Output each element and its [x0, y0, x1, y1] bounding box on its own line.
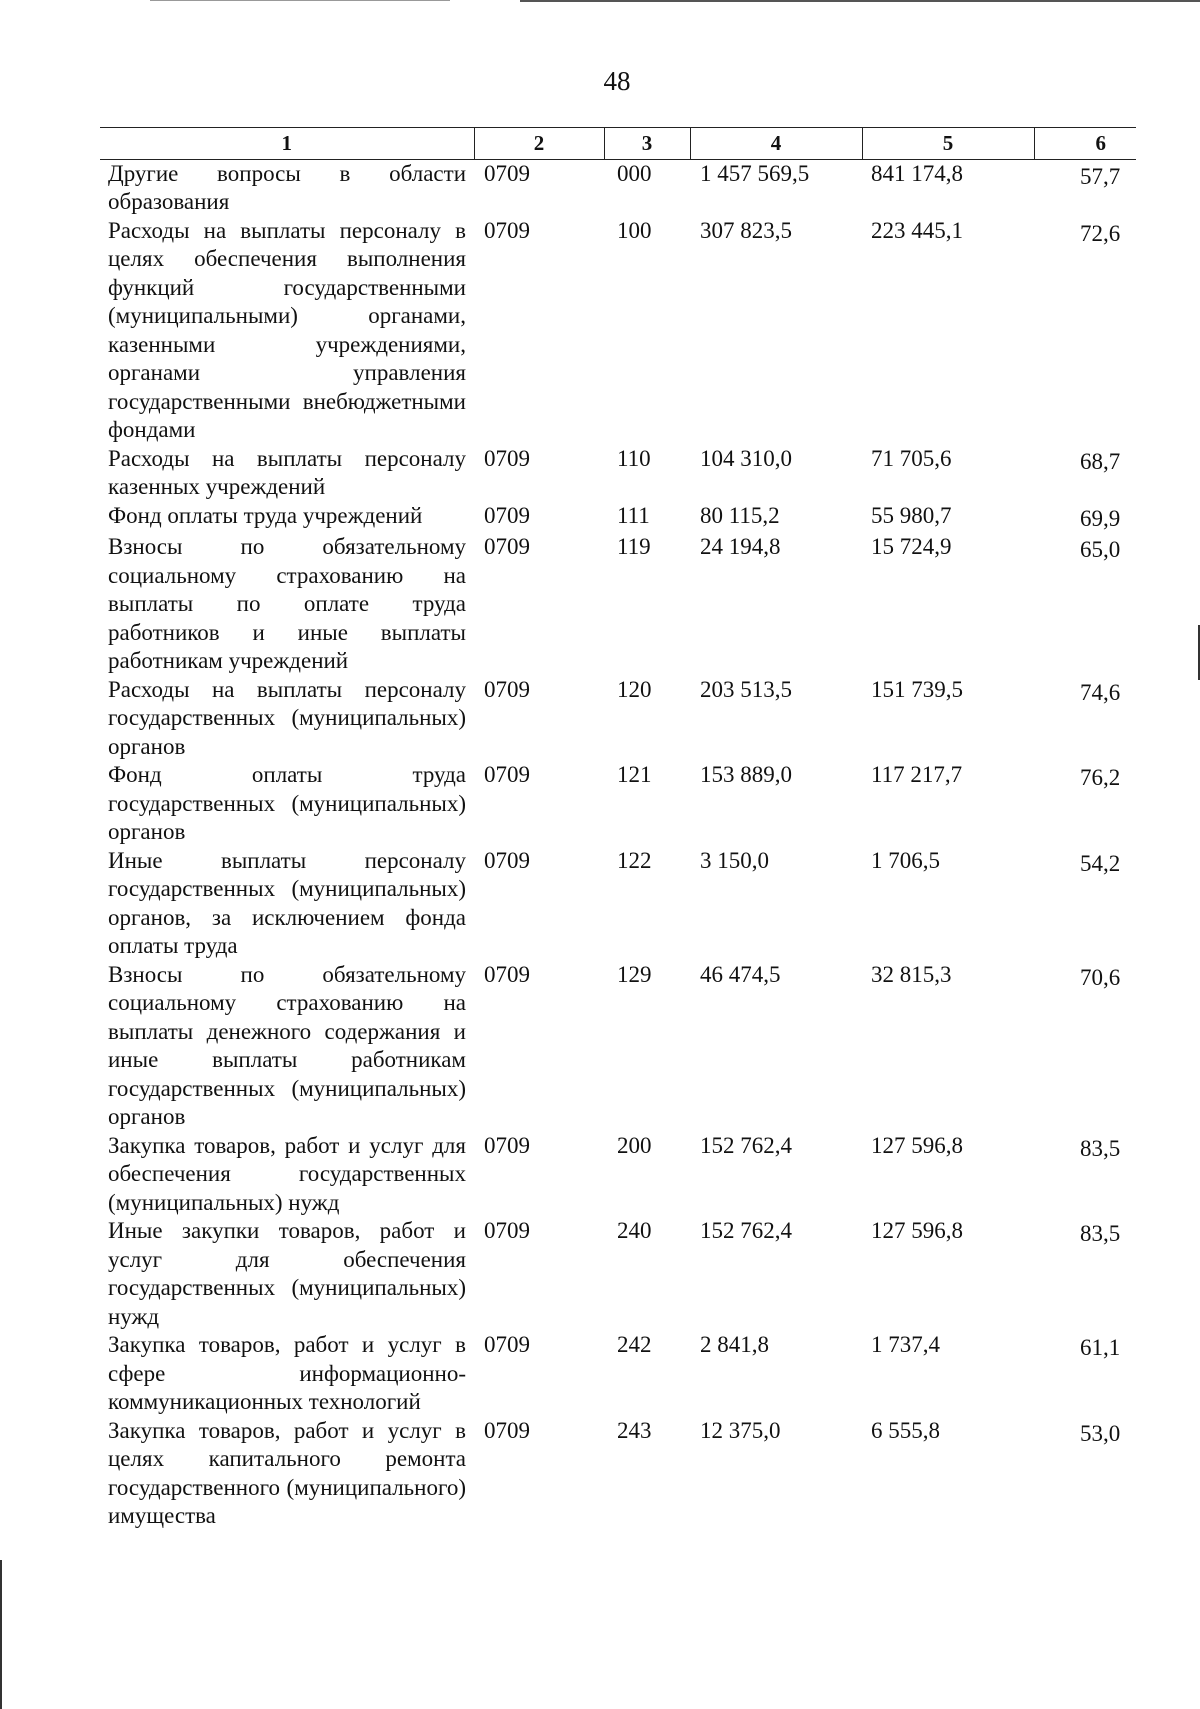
expense-type-cell: 200: [617, 1132, 652, 1158]
section-code-cell: 0709: [484, 534, 530, 559]
expense-type-cell: 119: [617, 534, 651, 559]
column-header: 2: [474, 128, 604, 160]
table-row: [100, 961, 1136, 1132]
table-row: [100, 761, 1136, 847]
executed-amount-cell: 15 724,9: [871, 534, 952, 559]
executed-amount-cell: 223 445,1: [871, 217, 963, 243]
table-row: [100, 676, 1136, 762]
expense-type-cell: 240: [617, 1218, 652, 1243]
row-name-cell: Закупка товаров, работ и услуг в сфере информационно-коммуникационных технологий: [108, 1332, 466, 1414]
expense-type-cell: 000: [617, 160, 652, 186]
plan-amount-cell: 152 762,4: [700, 1132, 792, 1158]
row-name-cell: Иные выплаты персоналу государственных (муниципальных) органов, за исключением фонда оплаты труда: [108, 847, 466, 958]
plan-amount-cell: 12 375,0: [700, 1417, 781, 1443]
section-code-cell: 0709: [484, 1417, 530, 1443]
percent-cell: 65,0: [1080, 537, 1121, 562]
row-name-cell: Иные закупки товаров, работ и услуг для обеспечения государственных (муниципальных) нужд: [108, 1218, 466, 1329]
row-name-cell: Расходы на выплаты персоналу казенных учреждений: [108, 445, 466, 499]
section-code-cell: 0709: [484, 1332, 530, 1357]
plan-amount-cell: 1 457 569,5: [700, 160, 810, 186]
executed-amount-cell: 55 980,7: [871, 502, 952, 528]
table-row: [100, 533, 1136, 676]
plan-amount-cell: 153 889,0: [700, 762, 792, 787]
section-code-cell: 0709: [484, 847, 530, 873]
column-header: 5: [862, 128, 1034, 160]
row-name-cell: Расходы на выплаты персоналу в целях обеспечения выполнения функций государственными (муниципальными) органами, казенными учреждениями, органами управления государственными внебюджетными фондами: [108, 217, 466, 442]
expense-type-cell: 120: [617, 676, 652, 702]
executed-amount-cell: 127 596,8: [871, 1218, 963, 1243]
page-number: 48: [603, 66, 631, 96]
percent-cell: 69,9: [1080, 505, 1121, 531]
percent-cell: 70,6: [1080, 964, 1121, 990]
plan-amount-cell: 46 474,5: [700, 961, 781, 987]
row-name-cell: Взносы по обязательному социальному страхованию на выплаты по оплате труда работников и иные выплаты работникам учреждений: [108, 534, 466, 673]
plan-amount-cell: 2 841,8: [700, 1332, 769, 1357]
table-body: [100, 159, 1136, 1535]
percent-cell: 76,2: [1080, 765, 1121, 790]
plan-amount-cell: 104 310,0: [700, 445, 792, 471]
section-code-cell: 0709: [484, 762, 530, 787]
expense-type-cell: 100: [617, 217, 652, 243]
plan-amount-cell: 3 150,0: [700, 847, 769, 873]
table-row: [100, 1132, 1136, 1218]
plan-amount-cell: 80 115,2: [700, 502, 780, 528]
row-name-cell: Взносы по обязательному социальному страхованию на выплаты денежного содержания и иные выплаты работникам государственных (муниципальных) органов: [108, 961, 466, 1129]
table-row: [100, 217, 1136, 445]
percent-cell: 61,1: [1080, 1335, 1121, 1360]
scan-edge-line: [520, 0, 1200, 2]
section-code-cell: 0709: [484, 445, 530, 471]
executed-amount-cell: 6 555,8: [871, 1417, 940, 1443]
scan-edge-line: [150, 0, 450, 1]
section-code-cell: 0709: [484, 217, 530, 243]
row-name-cell: Закупка товаров, работ и услуг в целях капитального ремонта государственного (муниципального) имущества: [108, 1417, 466, 1528]
executed-amount-cell: 151 739,5: [871, 676, 963, 702]
executed-amount-cell: 1 706,5: [871, 847, 940, 873]
percent-cell: 74,6: [1080, 679, 1121, 705]
scan-edge-mark: [0, 1560, 2, 1709]
section-code-cell: 0709: [484, 1218, 530, 1243]
column-header: 1: [100, 128, 474, 160]
percent-cell: 72,6: [1080, 220, 1121, 246]
column-header: 4: [690, 128, 862, 160]
executed-amount-cell: 841 174,8: [871, 160, 963, 186]
section-code-cell: 0709: [484, 961, 530, 987]
executed-amount-cell: 32 815,3: [871, 961, 952, 987]
table-row: [100, 445, 1136, 502]
executed-amount-cell: 1 737,4: [871, 1332, 940, 1357]
column-header: 3: [604, 128, 690, 160]
column-header: 6: [1034, 128, 1136, 160]
row-name-cell: Фонд оплаты труда учреждений: [108, 502, 423, 528]
header-row: [100, 128, 1136, 160]
table-row: [100, 1331, 1136, 1417]
percent-cell: 54,2: [1080, 850, 1121, 876]
percent-cell: 83,5: [1080, 1135, 1121, 1161]
plan-amount-cell: 203 513,5: [700, 676, 792, 702]
expense-type-cell: 129: [617, 961, 652, 987]
table-row: [100, 159, 1136, 217]
expense-type-cell: 122: [617, 847, 652, 873]
row-name-cell: Закупка товаров, работ и услуг для обеспечения государственных (муниципальных) нужд: [108, 1132, 466, 1215]
plan-amount-cell: 24 194,8: [700, 534, 781, 559]
table-row: [100, 847, 1136, 961]
section-code-cell: 0709: [484, 676, 530, 702]
section-code-cell: 0709: [484, 160, 530, 186]
percent-cell: 83,5: [1080, 1221, 1121, 1246]
percent-cell: 68,7: [1080, 448, 1121, 474]
row-name-cell: Расходы на выплаты персоналу государственных (муниципальных) органов: [108, 676, 466, 759]
table-row: [100, 1417, 1136, 1535]
row-name-cell: Фонд оплаты труда государственных (муниципальных) органов: [108, 762, 466, 844]
plan-amount-cell: 307 823,5: [700, 217, 792, 243]
expense-type-cell: 111: [617, 502, 650, 528]
executed-amount-cell: 117 217,7: [871, 762, 963, 787]
budget-table: [100, 127, 1136, 1535]
expense-type-cell: 243: [617, 1417, 652, 1443]
section-code-cell: 0709: [484, 1132, 530, 1158]
percent-cell: 57,7: [1080, 163, 1121, 189]
table-row: [100, 1217, 1136, 1331]
plan-amount-cell: 152 762,4: [700, 1218, 792, 1243]
expense-type-cell: 110: [617, 445, 651, 471]
row-name-cell: Другие вопросы в области образования: [108, 160, 466, 214]
section-code-cell: 0709: [484, 502, 530, 528]
expense-type-cell: 242: [617, 1332, 652, 1357]
table-row: [100, 502, 1136, 534]
percent-cell: 53,0: [1080, 1420, 1121, 1446]
executed-amount-cell: 127 596,8: [871, 1132, 963, 1158]
expense-type-cell: 121: [617, 762, 652, 787]
executed-amount-cell: 71 705,6: [871, 445, 952, 471]
